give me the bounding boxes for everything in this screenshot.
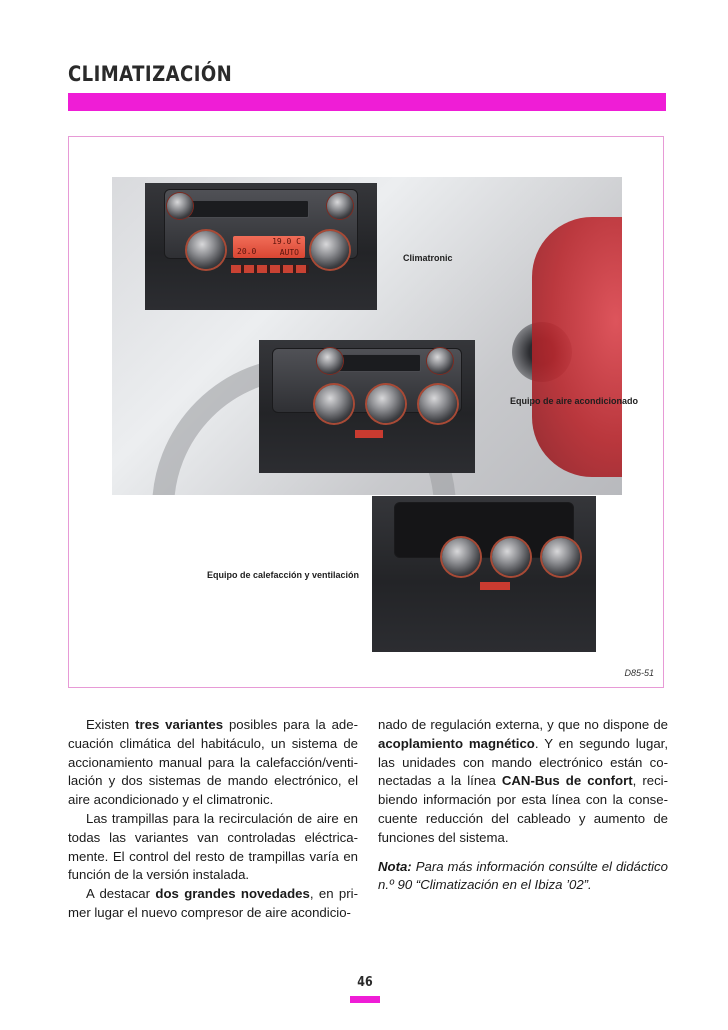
red-seat-shape [532, 217, 622, 477]
body-right-paragraph: nado de regulación externa, y que no dispone de acoplamiento magnético. Y en segundo lugar, las unidades con mando electrónico están conectadas a la línea CAN-Bus de confort, recibiendo información por esta línea con la consecuente reducción del cableado y aumento de funciones del sistema. [378, 717, 668, 845]
lcd-mode: AUTO [279, 248, 299, 257]
body-left-paragraph: Existen tres variantes posibles para la adecuación climática del habitáculo, un sistema de accionamiento manual para la calefacción/ventilación y dos sistemas de mando electrónico, el aire acondicionado y el climatronic. [68, 717, 358, 808]
climatronic-display [233, 236, 305, 258]
note-label: Nota: [378, 858, 412, 874]
label-aire-acondicionado: Equipo de aire acondicionado [510, 396, 639, 406]
label-calefaccion: Equipo de calefacción y ventilación [207, 570, 360, 580]
note-paragraph: Nota: Para más información consúlte el didáctico n.º 90 “Climatización en el Ibiza ’02”. [378, 858, 668, 893]
text-column-left [68, 716, 358, 923]
lcd-left-temp: 20.0 [237, 247, 257, 256]
body-left-paragraph: A destacar dos grandes novedades, en primer lugar el nuevo compresor de aire acondicio- [68, 886, 358, 920]
title-bar [68, 93, 666, 111]
calefaccion-panel-image [372, 496, 596, 652]
body-left-paragraph: Las trampillas para la recirculación de aire en todas las variantes van controladas eléctricamente. El control del resto de trampillas varía en función de la versión instalada. [68, 810, 358, 883]
page-title: CLIMATIZACIÓN [68, 62, 233, 86]
aire-acondicionado-panel-image [259, 340, 475, 473]
climatronic-panel-image [145, 183, 377, 310]
lcd-right-temp: 19.0 C [272, 237, 301, 246]
page-number-bar [350, 996, 380, 1003]
figure-reference: D85-51 [624, 668, 654, 678]
text-column-right [378, 716, 668, 895]
label-climatronic: Climatronic [403, 253, 453, 263]
page-number: 46 [357, 975, 373, 990]
